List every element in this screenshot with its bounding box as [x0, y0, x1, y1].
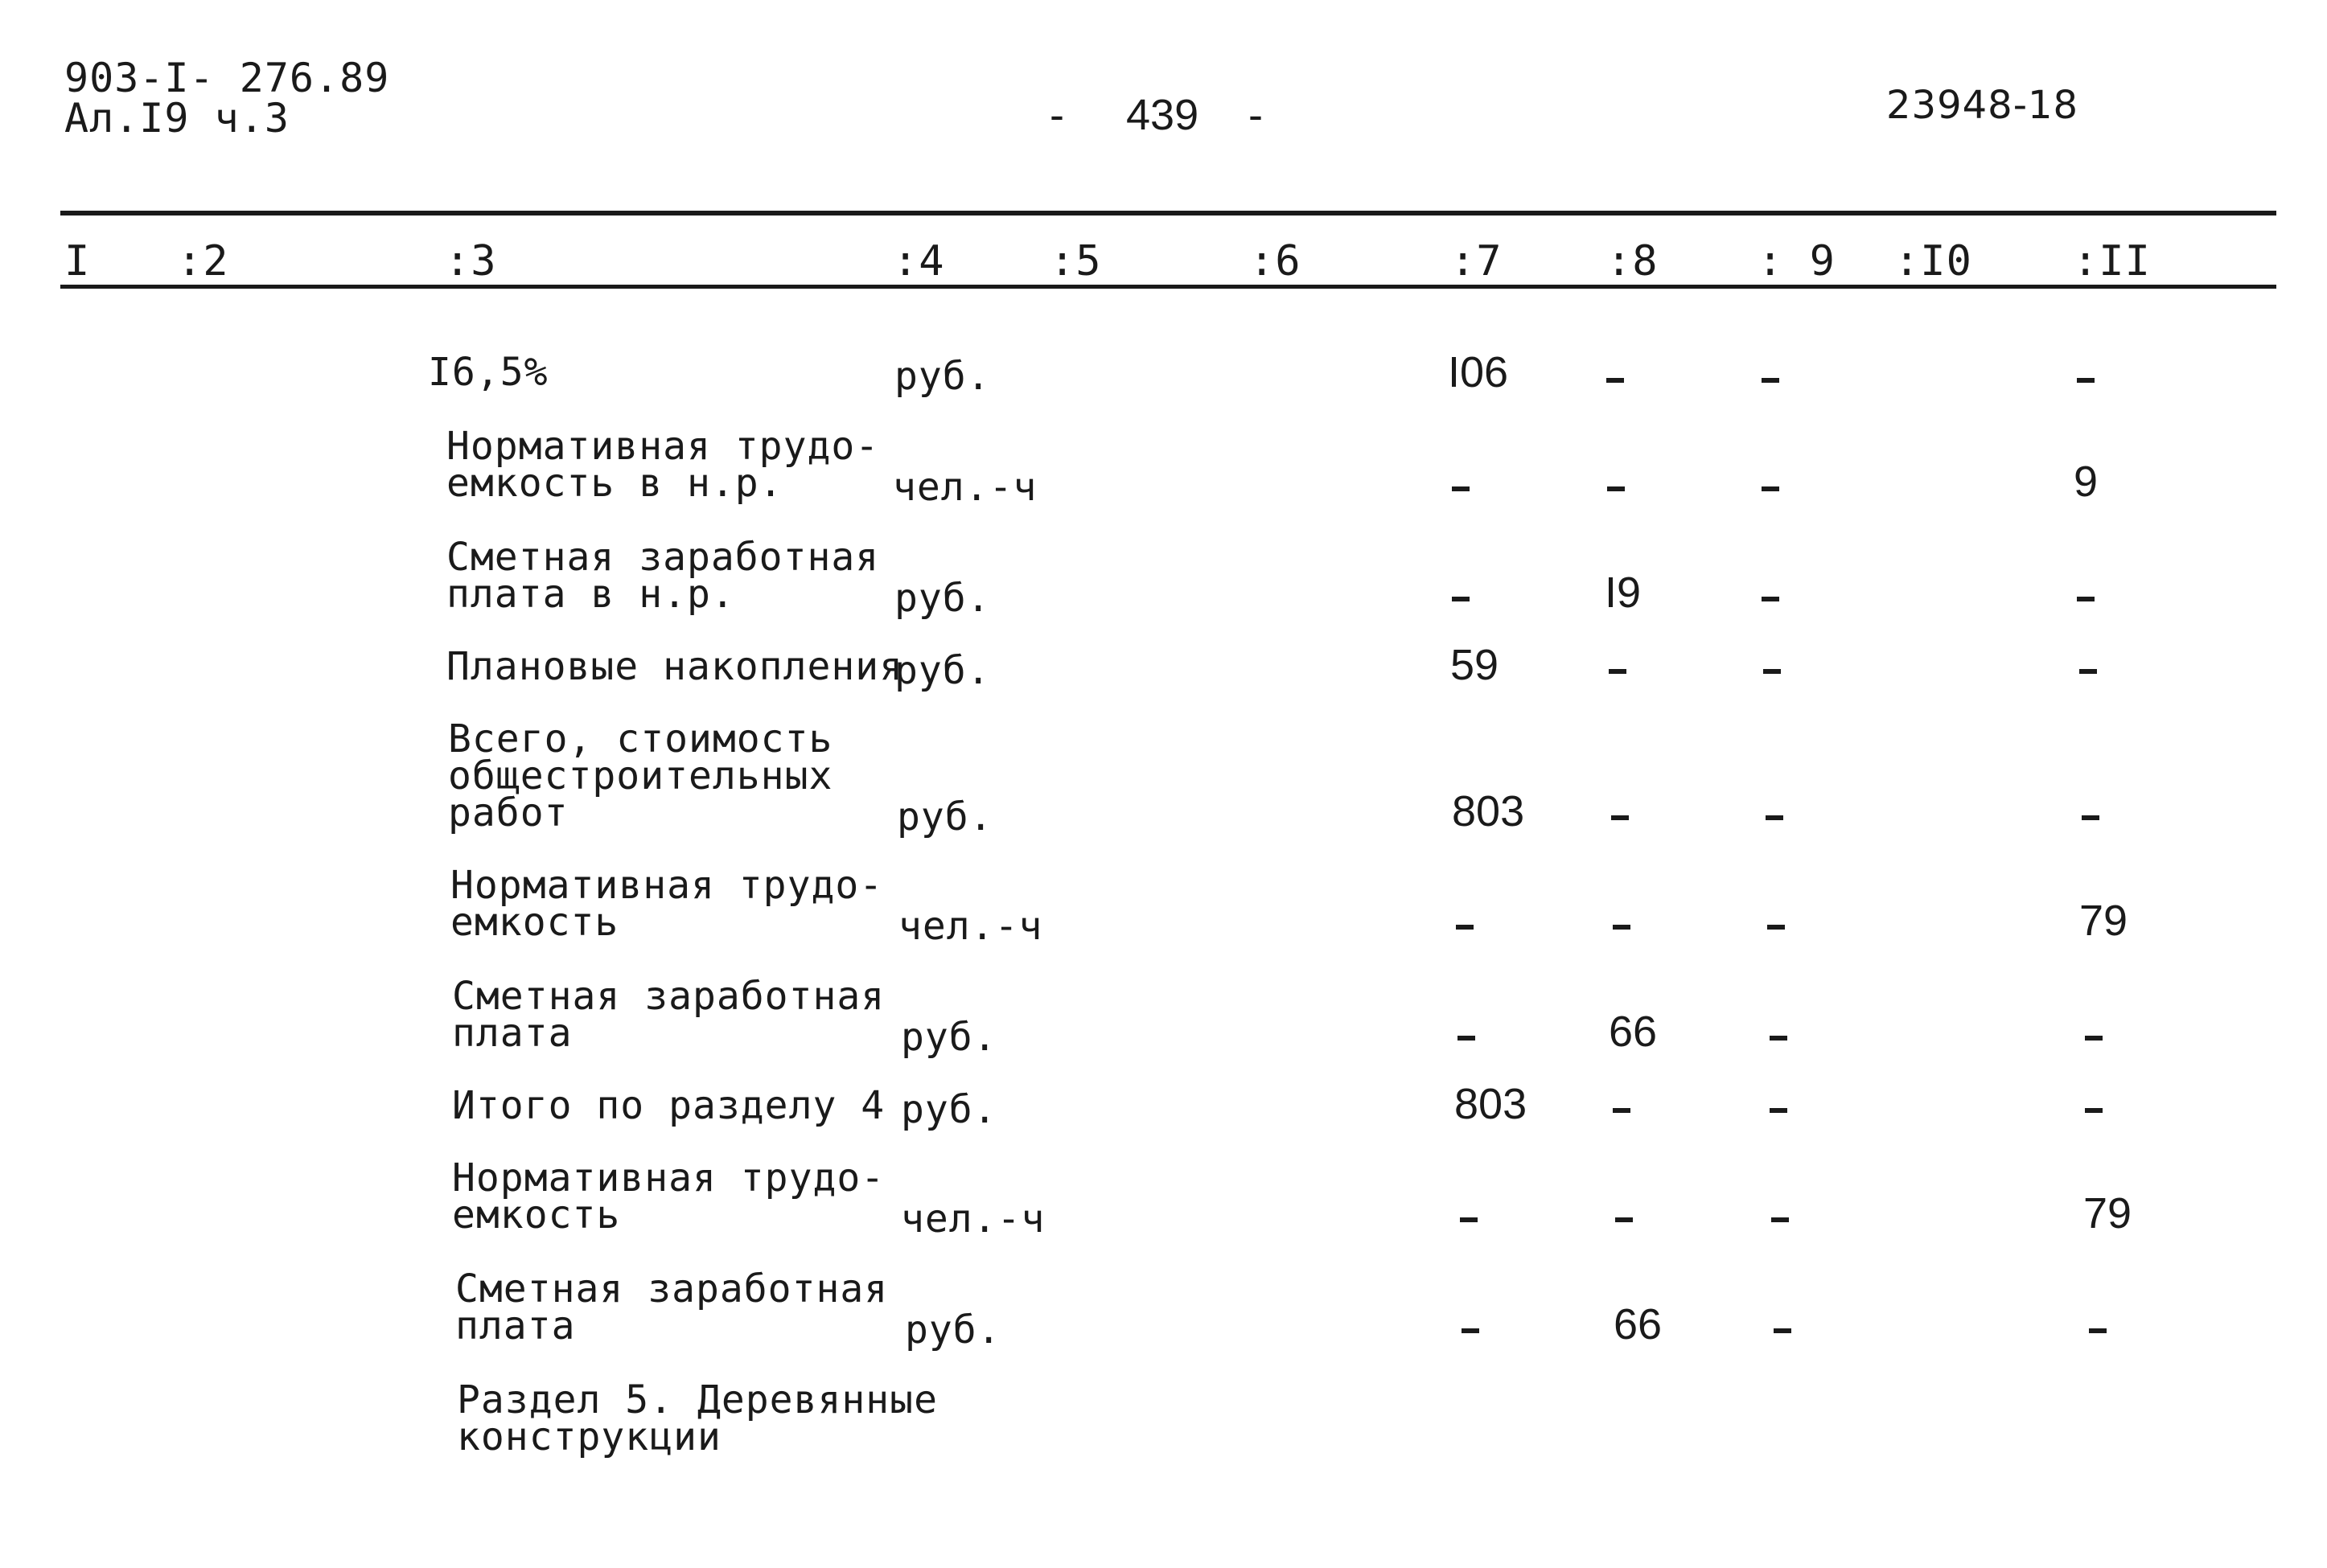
dash-col7 [1462, 1328, 1479, 1333]
row-description: Нормативная трудо- емкость [450, 863, 884, 945]
dash-col11 [2089, 1328, 2107, 1333]
row-unit: руб. [905, 1307, 1001, 1353]
cell-col8: 66 [1614, 1300, 1663, 1348]
dash-col9 [1766, 815, 1783, 820]
row-description: Нормативная трудо- емкость [452, 1155, 886, 1238]
section-heading: Раздел 5. Деревянные конструкции [457, 1377, 938, 1459]
dash-col9 [1771, 1217, 1789, 1222]
column-header-7: :7 [1450, 237, 1503, 285]
dash-col9 [1770, 1036, 1787, 1041]
table-top-rule [60, 211, 2276, 215]
row-unit: руб. [894, 354, 991, 399]
dash-col9 [1774, 1328, 1791, 1333]
row-unit: руб. [897, 794, 993, 839]
page-number: 439 [1126, 91, 1199, 139]
dash-col8 [1607, 486, 1625, 491]
row-description: Плановые накопления [446, 644, 904, 689]
page-number-prefix: - [1050, 91, 1064, 139]
row-description: Сметная заработная плата в н.р. [446, 535, 880, 617]
dash-col8 [1613, 1108, 1630, 1113]
dash-col7 [1452, 486, 1470, 491]
row-description: Всего, стоимость общестроительных работ [448, 716, 833, 835]
row-unit: руб. [894, 648, 991, 693]
row-description: Сметная заработная плата [452, 974, 886, 1056]
dash-col8 [1611, 815, 1629, 820]
row-unit: руб. [901, 1087, 997, 1132]
row-description: Итого по разделу 4 [452, 1083, 886, 1128]
row-unit: чел.-ч [893, 465, 1038, 510]
sheet-reference: Ал.I9 ч.3 [64, 95, 290, 142]
dash-col11 [2082, 815, 2099, 820]
dash-col7 [1456, 925, 1474, 930]
column-header-11: :II [2073, 237, 2151, 285]
cell-col11: 79 [2079, 897, 2128, 945]
dash-col7 [1460, 1217, 1478, 1222]
column-header-10: :I0 [1894, 237, 1972, 285]
dash-col11 [2077, 597, 2095, 601]
column-header-3: :3 [445, 237, 497, 285]
cell-col8: 66 [1609, 1008, 1658, 1056]
cell-col11: 9 [2074, 458, 2099, 506]
dash-col8 [1609, 669, 1626, 674]
dash-col11 [2079, 669, 2097, 674]
row-unit: чел.-ч [901, 1197, 1046, 1242]
cell-col8: I9 [1605, 569, 1642, 617]
cell-col7: 803 [1454, 1080, 1527, 1128]
row-description: Сметная заработная плата [455, 1266, 889, 1348]
row-unit: руб. [901, 1015, 997, 1060]
dash-col8 [1613, 925, 1630, 930]
column-header-1: I [64, 237, 91, 285]
dash-col11 [2077, 378, 2095, 383]
row-description: Нормативная трудо- емкость в н.р. [446, 424, 880, 506]
dash-col9 [1763, 669, 1781, 674]
dash-col11 [2085, 1108, 2103, 1113]
dash-col9 [1770, 1108, 1787, 1113]
dash-col7 [1452, 597, 1470, 601]
dash-col9 [1762, 486, 1779, 491]
dash-col9 [1762, 378, 1779, 383]
row-unit: чел.-ч [898, 904, 1043, 949]
dash-col9 [1767, 925, 1785, 930]
column-header-2: :2 [177, 237, 229, 285]
cell-col7: I06 [1448, 348, 1509, 396]
page-number-suffix: - [1248, 91, 1263, 139]
dash-col9 [1762, 597, 1779, 601]
dash-col8 [1606, 378, 1624, 383]
cell-col7: 59 [1450, 641, 1499, 689]
cell-col7: 803 [1452, 787, 1525, 835]
dash-col11 [2085, 1036, 2103, 1041]
column-header-6: :6 [1249, 237, 1301, 285]
document-code: 903-I- 276.89 [64, 55, 390, 101]
row-unit: руб. [894, 576, 991, 621]
archive-number: 23948-18 [1886, 83, 2079, 128]
row-description: I6,5% [428, 350, 549, 395]
cell-col11: 79 [2083, 1189, 2132, 1238]
column-header-5: :5 [1050, 237, 1102, 285]
dash-col8 [1615, 1217, 1633, 1222]
dash-col7 [1457, 1036, 1475, 1041]
column-header-9: : 9 [1758, 237, 1836, 285]
column-header-4: :4 [893, 237, 945, 285]
column-header-8: :8 [1606, 237, 1659, 285]
